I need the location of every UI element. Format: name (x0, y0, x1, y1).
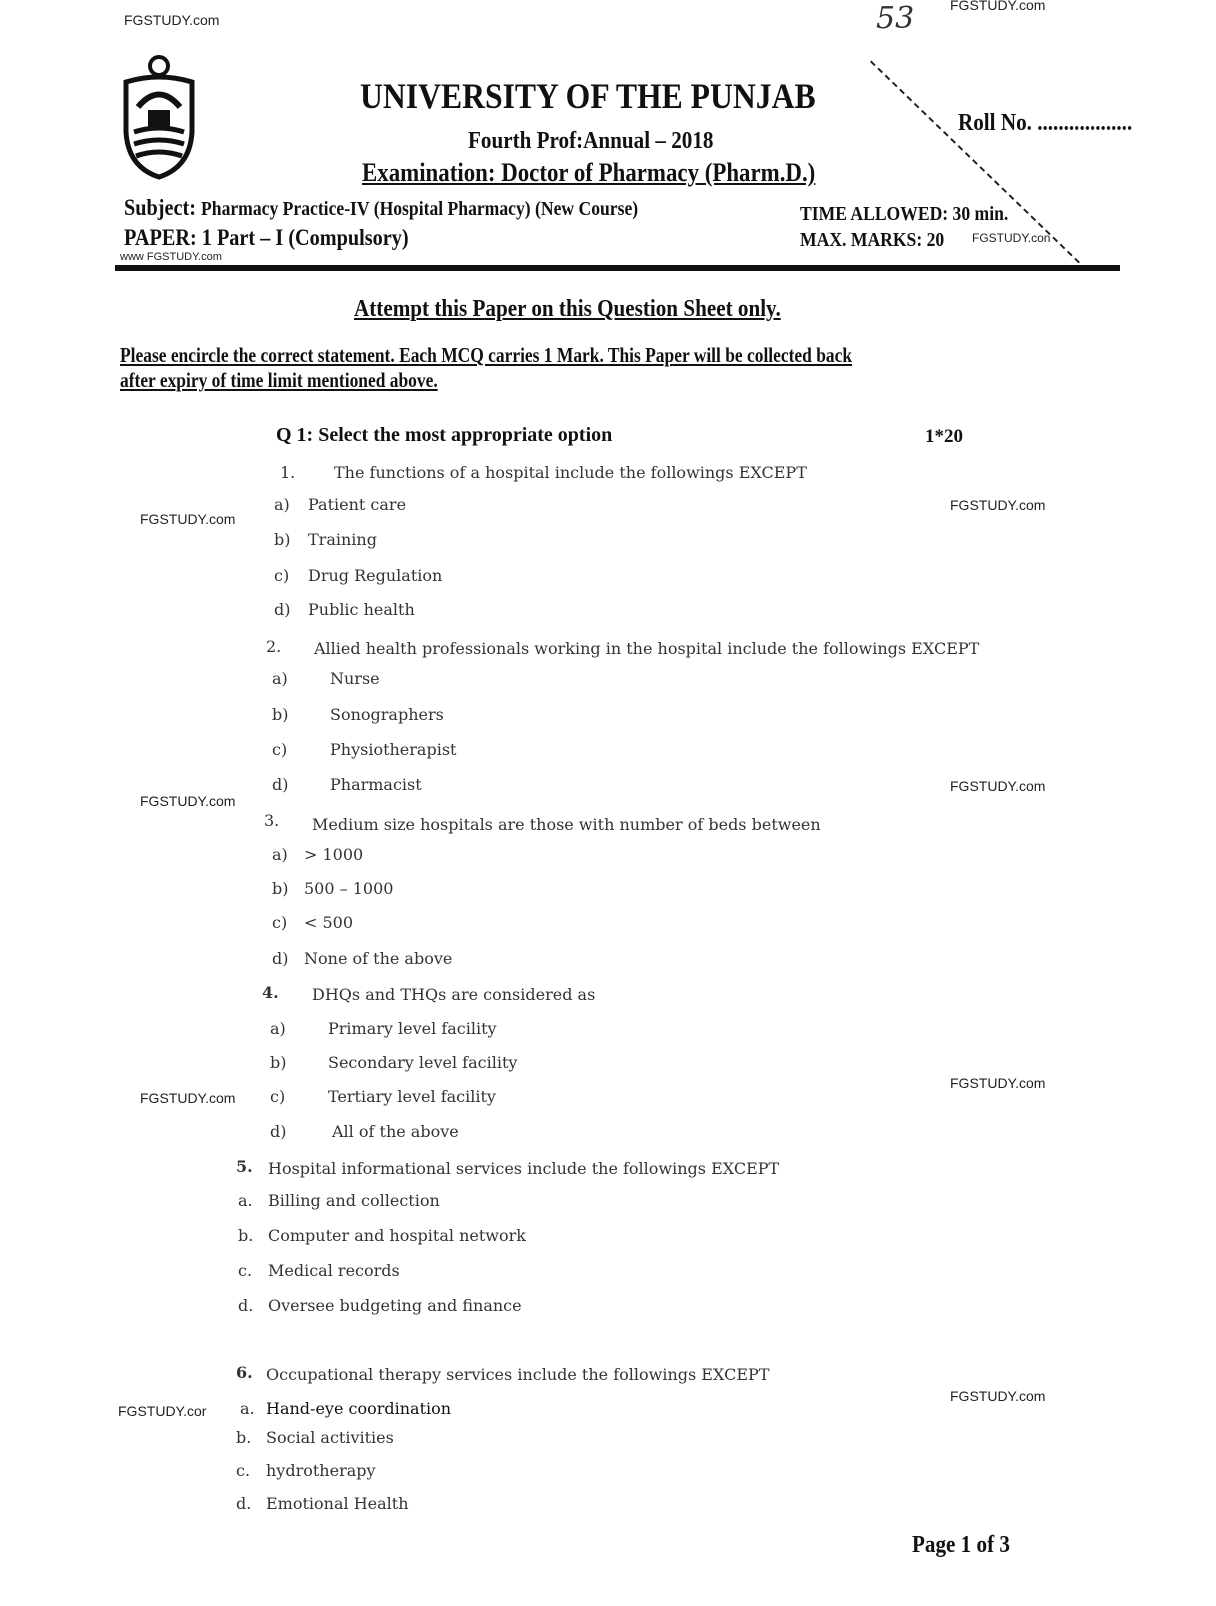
option-letter: b) (272, 705, 289, 724)
option-letter: d. (236, 1494, 252, 1513)
option-letter: d. (238, 1296, 254, 1315)
watermark: FGSTUDY.com (124, 12, 220, 28)
option-text[interactable]: Secondary level facility (328, 1053, 518, 1072)
question-text: The functions of a hospital include the followings EXCEPT (334, 463, 807, 482)
option-text[interactable]: Medical records (268, 1261, 400, 1280)
option-letter: c) (274, 566, 290, 585)
question-text: Allied health professionals working in the hospital include the followings EXCEPT (314, 639, 980, 658)
option-text[interactable]: Sonographers (330, 705, 444, 724)
watermark: FGSTUDY.com (140, 793, 236, 809)
watermark: FGSTUDY.com (950, 1075, 1046, 1091)
option-text[interactable]: Tertiary level facility (328, 1087, 496, 1106)
option-text[interactable]: Public health (308, 600, 415, 619)
option-text[interactable]: Patient care (308, 495, 407, 514)
instruction-line-2: after expiry of time limit mentioned above. (120, 368, 438, 392)
question-text: Hospital informational services include the followings EXCEPT (268, 1159, 780, 1178)
university-crest-logo (118, 52, 200, 182)
option-letter: a) (270, 1019, 286, 1038)
option-text[interactable]: None of the above (304, 949, 453, 968)
option-letter: c. (238, 1261, 253, 1280)
option-text[interactable]: hydrotherapy (266, 1461, 376, 1480)
time-allowed: TIME ALLOWED: 30 min. (800, 203, 1009, 225)
option-letter: c) (272, 913, 288, 932)
option-text[interactable]: Oversee budgeting and finance (268, 1296, 522, 1315)
option-text[interactable]: Drug Regulation (308, 566, 443, 585)
option-text[interactable]: Training (308, 530, 377, 549)
question-number: 3. (264, 811, 280, 830)
watermark: FGSTUDY.com (950, 778, 1046, 794)
question-text: DHQs and THQs are considered as (312, 985, 596, 1004)
option-text[interactable]: 500 – 1000 (304, 879, 394, 898)
option-text[interactable]: Emotional Health (266, 1494, 409, 1513)
question-text: Medium size hospitals are those with number of beds between (312, 815, 821, 834)
option-text[interactable]: Computer and hospital network (268, 1226, 526, 1245)
option-text[interactable]: < 500 (304, 913, 354, 932)
question-number: 4. (262, 983, 279, 1002)
option-letter: a. (238, 1191, 253, 1210)
option-letter: c) (270, 1087, 286, 1106)
header-divider (115, 265, 1120, 271)
marks-distribution: 1*20 (925, 426, 963, 447)
paper-info: PAPER: 1 Part – I (Compulsory) (124, 225, 409, 250)
watermark: FGSTUDY.com (140, 1090, 236, 1106)
watermark: FGSTUDY.com (950, 497, 1046, 513)
watermark: www FGSTUDY.com (120, 251, 222, 263)
max-marks: MAX. MARKS: 20 (800, 229, 945, 251)
subject-name: Pharmacy Practice-IV (Hospital Pharmacy) (New Course) (201, 198, 639, 220)
watermark: FGSTUDY.con (972, 231, 1051, 245)
handwritten-number: 53 (876, 1, 915, 36)
question-number: 5. (236, 1157, 253, 1176)
option-letter: a) (274, 495, 290, 514)
watermark: FGSTUDY.cor (118, 1403, 207, 1419)
option-letter: d) (274, 600, 291, 619)
option-letter: a) (272, 845, 288, 864)
option-text[interactable]: Primary level facility (328, 1019, 497, 1038)
question-text: Occupational therapy services include the followings EXCEPT (266, 1365, 770, 1384)
option-text[interactable]: Pharmacist (330, 775, 422, 794)
option-text[interactable]: All of the above (332, 1122, 459, 1141)
option-letter: c. (236, 1461, 251, 1480)
attempt-instruction: Attempt this Paper on this Question Sheet only. (354, 296, 781, 322)
option-letter: b) (272, 879, 289, 898)
option-letter: c) (272, 740, 288, 759)
option-text[interactable]: Hand-eye coordination (266, 1399, 452, 1418)
option-text[interactable]: Social activities (266, 1428, 394, 1447)
watermark: FGSTUDY.com (950, 1388, 1046, 1404)
university-title: UNIVERSITY OF THE PUNJAB (360, 76, 816, 116)
option-text[interactable]: Nurse (330, 669, 380, 688)
question-number: 6. (236, 1363, 253, 1382)
option-letter: a) (272, 669, 288, 688)
option-letter: d) (272, 775, 289, 794)
option-text[interactable]: Physiotherapist (330, 740, 457, 759)
question-heading: Q 1: Select the most appropriate option (276, 424, 613, 446)
subject-line (124, 196, 638, 219)
option-text[interactable]: > 1000 (304, 845, 364, 864)
watermark: FGSTUDY.com (950, 0, 1046, 13)
watermark: FGSTUDY.com (140, 511, 236, 527)
question-number: 2. (266, 637, 282, 656)
examination-title: Examination: Doctor of Pharmacy (Pharm.D.) (362, 158, 816, 187)
subject-label: Subject: (124, 195, 196, 220)
option-letter: b. (238, 1226, 254, 1245)
roll-number-field: Roll No. .................. (958, 110, 1133, 136)
option-letter: d) (270, 1122, 287, 1141)
option-letter: b) (274, 530, 291, 549)
question-number: 1. (280, 463, 296, 482)
page-number: Page 1 of 3 (912, 1532, 1010, 1558)
instruction-line-1: Please encircle the correct statement. Each MCQ carries 1 Mark. This Paper will be collected back (120, 343, 853, 367)
exam-session: Fourth Prof:Annual – 2018 (468, 128, 714, 154)
option-letter: d) (272, 949, 289, 968)
option-letter: b) (270, 1053, 287, 1072)
option-letter: a. (240, 1399, 255, 1418)
option-text[interactable]: Billing and collection (268, 1191, 440, 1210)
option-letter: b. (236, 1428, 252, 1447)
